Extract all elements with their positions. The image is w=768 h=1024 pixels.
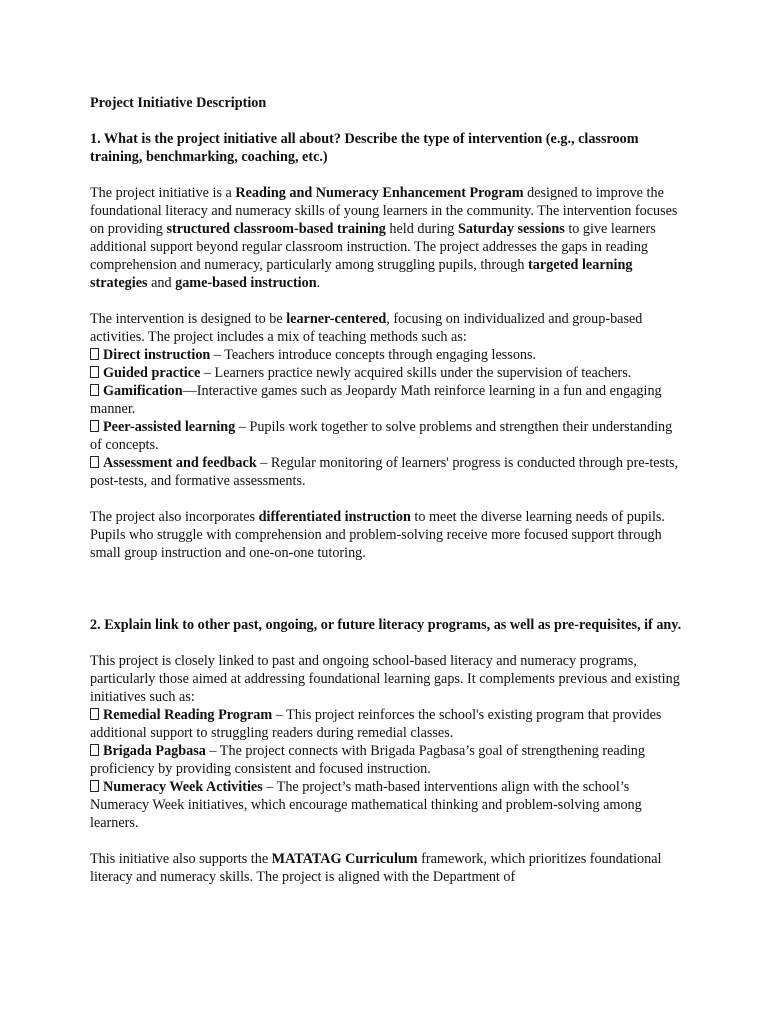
- bold-text: Saturday sessions: [457, 221, 565, 237]
- list-item: [90, 778, 686, 832]
- list-item: [90, 706, 686, 742]
- methods-list: [90, 346, 686, 490]
- list-item-label: Remedial Reading Program: [103, 707, 273, 723]
- list-item-text: – This project reinforces the school's existing program that provides additional support to struggling readers during remedial classes.: [90, 707, 662, 741]
- paragraph-differentiated-instruction: [90, 508, 686, 562]
- document-page: [90, 94, 686, 886]
- bold-text: game-based instruction: [175, 275, 317, 291]
- bold-text: Reading and Numeracy Enhancement Program: [235, 185, 524, 201]
- text-run: , focusing on individualized and group-based activities. The project includes a mix of teaching methods such as:: [90, 311, 643, 345]
- text-run: and: [147, 275, 176, 291]
- text-run: held during: [385, 221, 458, 237]
- paragraph-matatag: [90, 850, 686, 886]
- document-title: Project Initiative Description: [90, 95, 267, 111]
- programs-list: [90, 706, 686, 832]
- bold-text: learner-centered: [286, 311, 387, 327]
- bold-text: differentiated instruction: [258, 509, 411, 525]
- text-run: The project also incorporates: [90, 509, 259, 525]
- bullet-box-icon: [90, 780, 99, 792]
- paragraph-program-links: [90, 652, 686, 706]
- text-run: The intervention is designed to be: [90, 311, 287, 327]
- list-item-text: —Interactive games such as Jeopardy Math reinforce learning in a fun and engaging manner.: [90, 383, 662, 417]
- list-item-label: Guided practice: [103, 365, 201, 381]
- list-item-label: Direct instruction: [103, 347, 211, 363]
- bullet-box-icon: [90, 456, 99, 468]
- text-run: The project initiative is a: [90, 185, 236, 201]
- list-item-text: – The project connects with Brigada Pagbasa’s goal of strengthening reading proficiency by providing consistent and focused instruction.: [90, 743, 645, 777]
- question-1: 1. What is the project initiative all about? Describe the type of intervention (e.g., classroom training, benchmarking, coaching, etc.): [90, 131, 639, 165]
- text-run: to give learners additional support beyond regular classroom instruction. The project addresses the gaps in reading comprehension and numeracy, particularly among struggling pupils, through: [90, 221, 656, 273]
- text-run: framework, which prioritizes foundational literacy and numeracy skills. The project is aligned with the Department of: [90, 851, 662, 885]
- bold-text: structured classroom-based training: [166, 221, 386, 237]
- list-item-label: Numeracy Week Activities: [103, 779, 263, 795]
- list-item-label: Brigada Pagbasa: [103, 743, 206, 759]
- bold-text: targeted learning strategies: [90, 257, 633, 291]
- list-item: [90, 346, 686, 364]
- list-item-label: Gamification: [103, 383, 183, 399]
- list-item-label: Assessment and feedback: [103, 455, 257, 471]
- text-run: This initiative also supports the: [90, 851, 272, 867]
- bullet-box-icon: [90, 384, 99, 396]
- paragraph-program-overview: [90, 184, 686, 292]
- list-item: [90, 742, 686, 778]
- bold-text: MATATAG Curriculum: [271, 851, 418, 867]
- bullet-box-icon: [90, 708, 99, 720]
- paragraph-intervention-design: [90, 310, 686, 346]
- list-item: [90, 454, 686, 490]
- text-run: This project is closely linked to past and ongoing school-based literacy and numeracy programs, particularly those aimed at addressing foundational learning gaps. It complements previous and existing initiatives such as:: [90, 653, 680, 705]
- bullet-box-icon: [90, 348, 99, 360]
- text-run: .: [316, 275, 321, 291]
- list-item-text: – Teachers introduce concepts through engaging lessons.: [210, 347, 537, 363]
- bullet-box-icon: [90, 420, 99, 432]
- list-item-text: – Regular monitoring of learners' progress is conducted through pre-tests, post-tests, and formative assessments.: [90, 455, 679, 489]
- list-item: [90, 382, 686, 418]
- text-run: designed to improve the foundational literacy and numeracy skills of young learners in the community. The intervention focuses on providing: [90, 185, 678, 237]
- bullet-box-icon: [90, 744, 99, 756]
- text-run: to meet the diverse learning needs of pupils. Pupils who struggle with comprehension and problem-solving receive more focused support through small group instruction and one-on-one tutoring.: [90, 509, 665, 561]
- list-item-text: – The project’s math-based interventions align with the school’s Numeracy Week initiatives, which encourage mathematical thinking and problem-solving among learners.: [90, 779, 642, 831]
- bullet-box-icon: [90, 366, 99, 378]
- list-item: [90, 418, 686, 454]
- list-item: [90, 364, 686, 382]
- question-2: 2. Explain link to other past, ongoing, or future literacy programs, as well as pre-requisites, if any.: [90, 617, 682, 633]
- list-item-label: Peer-assisted learning: [103, 419, 236, 435]
- list-item-text: – Learners practice newly acquired skills under the supervision of teachers.: [200, 365, 632, 381]
- list-item-text: – Pupils work together to solve problems and strengthen their understanding of concepts.: [90, 419, 673, 453]
